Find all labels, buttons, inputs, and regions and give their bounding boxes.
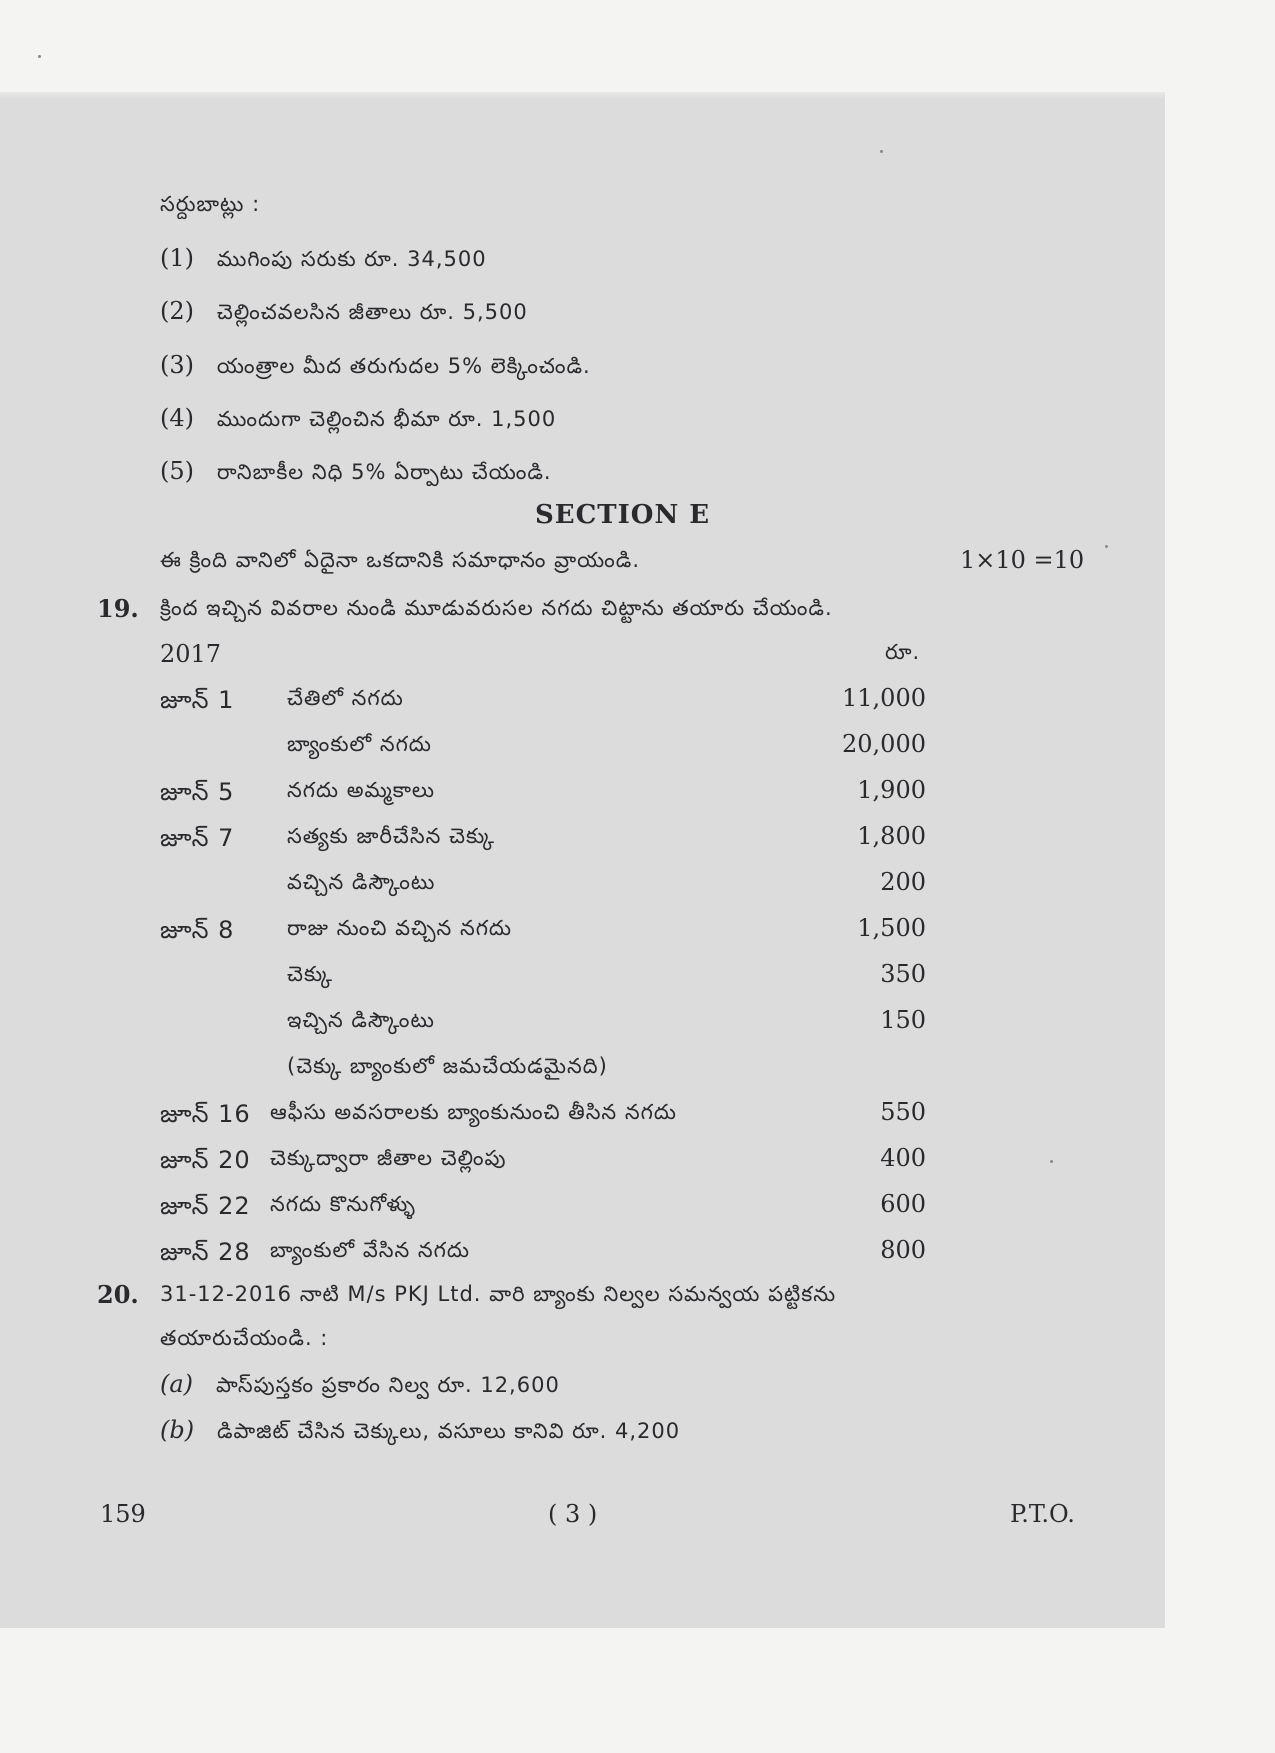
year-label: 2017: [160, 640, 222, 668]
adjustments-heading: సర్దుబాట్లు :: [160, 192, 261, 216]
pto-label: P.T.O.: [1010, 1500, 1075, 1528]
q20-item: (a) పాస్‌పుస్తకం ప్రకారం నిల్వ రూ. 12,600: [160, 1370, 560, 1398]
adjustment-item: (2) చెల్లించవలసిన జీతాలు రూ. 5,500: [160, 297, 528, 325]
section-instruction: ఈ క్రింది వానిలో ఏదైనా ఒకదానికి సమాధానం వ్రాయండి.: [160, 548, 641, 572]
question-text-cont: తయారుచేయండి. :: [160, 1326, 329, 1350]
section-title: SECTION E: [535, 500, 711, 530]
speck: [1050, 1160, 1053, 1163]
speck: [38, 55, 41, 58]
adjustment-item: (3) యంత్రాల మీద తరుగుదల 5% లెక్కించండి.: [160, 351, 591, 379]
currency-header: రూ.: [885, 640, 921, 664]
question-number: 20.: [97, 1280, 139, 1309]
speck: [880, 150, 883, 153]
question-number: 19.: [97, 594, 139, 623]
page-number: ( 3 ): [548, 1500, 598, 1528]
adjustment-item: (4) ముందుగా చెల్లించిన భీమా రూ. 1,500: [160, 404, 557, 432]
question-text: క్రింద ఇచ్చిన వివరాల నుండి మూడువరుసల నగదు చిట్టాను తయారు చేయండి.: [160, 596, 833, 620]
paper-code: 159: [100, 1500, 146, 1528]
question-text: 31-12-2016 నాటి M/s PKJ Ltd. వారి బ్యాంకు నిల్వల సమన్వయ పట్టికను: [160, 1282, 837, 1306]
section-marks: 1×10 =10: [960, 546, 1085, 574]
adjustment-item: (5) రానిబాకీల నిధి 5% ఏర్పాటు చేయండి.: [160, 457, 552, 485]
adjustment-item: (1) ముగింపు సరుకు రూ. 34,500: [160, 244, 487, 272]
q20-item: (b) డిపాజిట్ చేసిన చెక్కులు, వసూలు కానివి రూ. 4,200: [160, 1416, 681, 1444]
speck: [1105, 545, 1108, 548]
